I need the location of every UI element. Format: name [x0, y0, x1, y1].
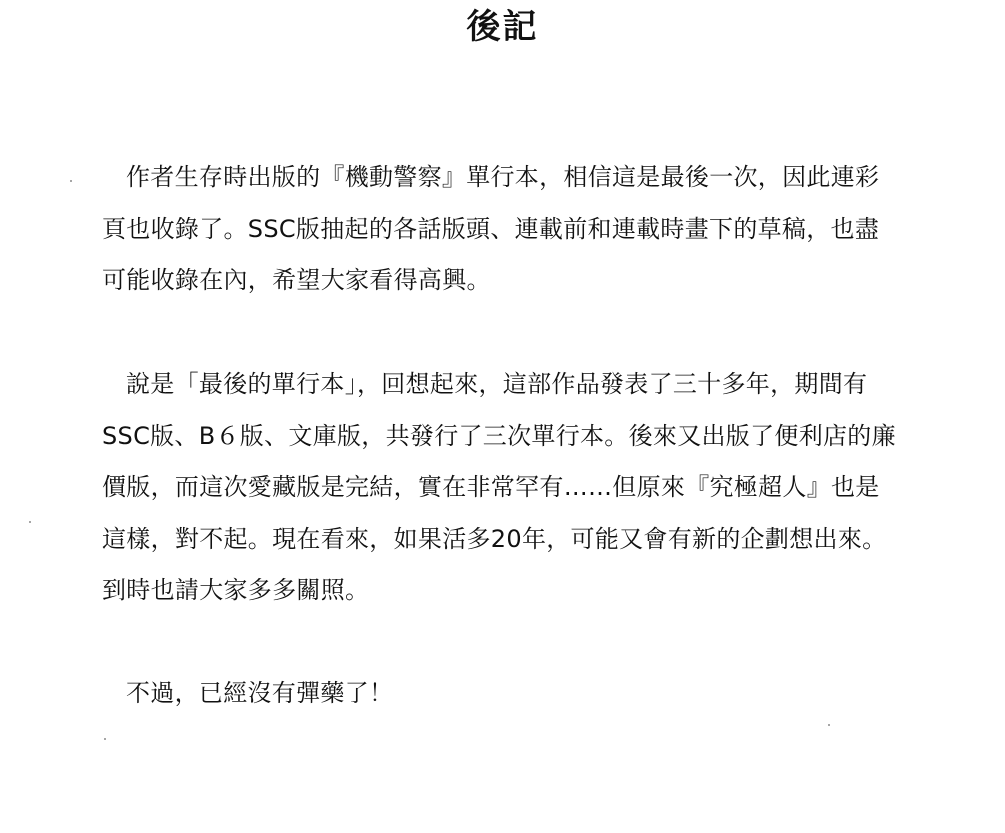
scan-speck — [104, 738, 106, 740]
scan-speck — [29, 521, 31, 523]
page-title: 後記 — [466, 7, 539, 47]
scan-speck — [828, 724, 830, 726]
scan-speck — [70, 180, 72, 182]
paragraph-3: 不過，已經沒有彈藥了！ — [126, 679, 394, 707]
paragraph-2: 說是「最後的單行本」，回想起來，這部作品發表了三十多年，期間有SSC版、B６版、文庫版，共發行了三次單行本。後來又出版了便利店的廉價版，而這次愛藏版是完結，實在非常罕有……但原來『究極超人』也是這樣，對不起。現在看來，如果活多20年，可能又會有新的企劃想出來。到時也請大家多多關照。 — [102, 370, 896, 604]
paragraph-1: 作者生存時出版的『機動警察』單行本，相信這是最後一次，因此連彩頁也收錄了。SSC版抽起的各話版頭、連載前和連載時畫下的草稿，也盡可能收錄在內，希望大家看得高興。 — [102, 163, 880, 294]
